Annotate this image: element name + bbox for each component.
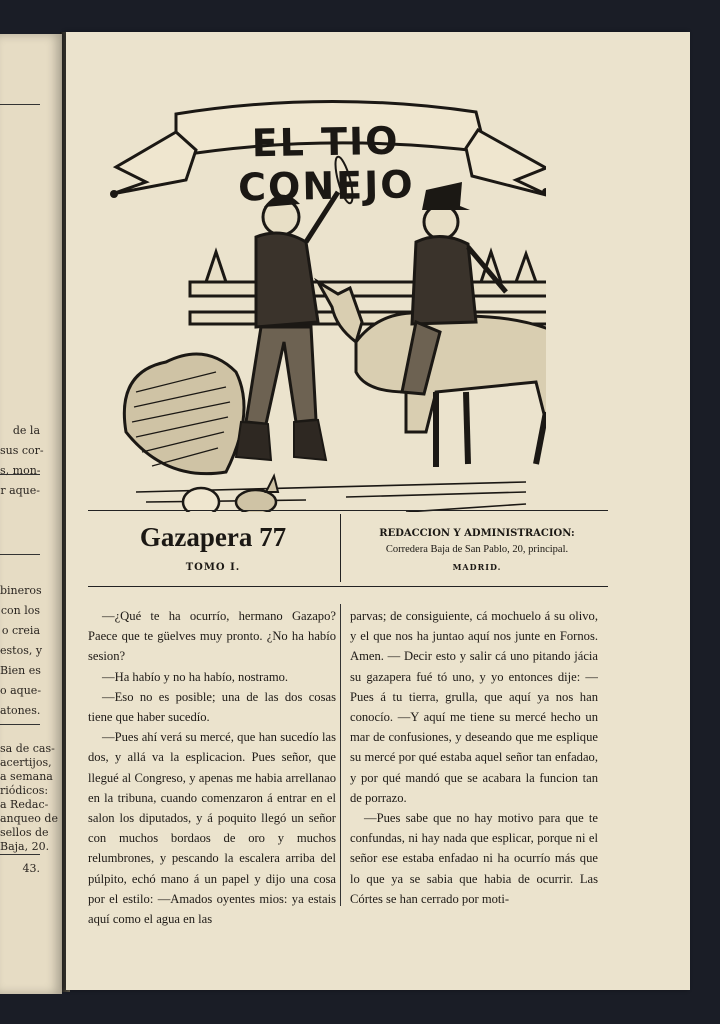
left-page-line: acertijos, bbox=[0, 756, 52, 769]
article-column-right bbox=[350, 606, 598, 976]
left-page-line: a Redac- bbox=[0, 798, 49, 811]
left-page-line: atones. bbox=[0, 704, 41, 717]
left-page-line: sellos de bbox=[0, 826, 49, 839]
paragraph: —Ha habío y no ha habío, nostramo. bbox=[102, 669, 289, 684]
paragraph: —Pues sabe que no hay motivo para que te confundas, ni hay nada que esplicar, porque ni el señor ese estaba enfadao ni ha ocurrío más que lo que ya se sabia que habia de ocurrir. Las Córtes se han cerrado por moti- bbox=[350, 811, 598, 906]
left-page-line: con los bbox=[0, 604, 40, 617]
left-page-line: estos, y bbox=[0, 644, 43, 657]
volume-label: TOMO I. bbox=[185, 562, 241, 573]
left-page-line: 43. bbox=[22, 862, 40, 875]
left-page-line: Bien es bbox=[0, 664, 41, 677]
admin-heading: REDACCION Y ADMINISTRACION: bbox=[379, 528, 575, 539]
paragraph: parvas; de consiguiente, cá mochuelo á su olivo, y el que nos ha juntao aquí nos junte en Fornos. Amen. — Decir esto y salir cá uno pitando jácia su gazapera fué tó uno, y yo entonces dije: —Pues á tu tierra, grulla, que aquí ya nos han conocío. —Y aquí me tiene su mercé hecho un mar de confusiones, y deseando que me esplique su mercé por qué estaba aquel señor tan enfadao, y por qué mandó que se acabara la funcion tan de porrazo. bbox=[350, 609, 598, 805]
left-page-line: Baja, 20. bbox=[0, 840, 50, 853]
column-rule bbox=[340, 604, 341, 906]
left-page-line: a semana bbox=[0, 770, 53, 783]
left-page-rule bbox=[0, 554, 40, 555]
left-page-line: sa de cas- bbox=[0, 742, 55, 755]
header-top-rule bbox=[88, 510, 608, 511]
paragraph: —Pues ahí verá su mercé, que han sucedío las dos, y allá va la esplicacion. Pues señor, que llegué al Congreso, y apenas me habia arrellanao en la tribuna, cuando comenzaron á entrar en el salon los diputados, y á poquito llegó un señor con muchos bordaos de oro y muchos relumbrones, y pescando la escalera arriba del púlpito, echó mano á un papel y dijo una cosa por el estilo: —Amados oyentes mios: ya estais aquí como el agua en las bbox=[88, 730, 336, 927]
left-page-rule bbox=[0, 104, 40, 105]
newspaper-page bbox=[66, 32, 690, 990]
left-page-line: bineros bbox=[0, 584, 42, 597]
header-bottom-rule bbox=[88, 586, 608, 587]
left-facing-page bbox=[0, 34, 62, 994]
masthead-illustration bbox=[106, 72, 546, 512]
paragraph: —¿Qué te ha ocurrío, hermano Gazapo? Paece que te güelves muy pronto. ¿No ha habío sesion? bbox=[88, 609, 336, 664]
left-page-line: r aque- bbox=[0, 484, 40, 497]
left-page-line: anqueo de bbox=[0, 812, 58, 825]
admin-city: MADRID. bbox=[452, 562, 502, 572]
admin-address: Corredera Baja de San Pablo, 20, principal. bbox=[385, 544, 569, 555]
left-page-line: sus cor- bbox=[0, 444, 44, 457]
issue-title: Gazapera 77 bbox=[139, 522, 287, 552]
header-divider bbox=[340, 514, 341, 582]
left-page-line: de la bbox=[12, 424, 40, 437]
left-page-line: o aque- bbox=[0, 684, 42, 697]
paragraph: —Eso no es posible; una de las dos cosas tiene que haber sucedío. bbox=[88, 689, 336, 725]
left-page-line: riódicos: bbox=[0, 784, 49, 797]
article-column-left bbox=[88, 606, 336, 976]
left-page-line: s, mon- bbox=[0, 464, 41, 477]
left-page-rule bbox=[0, 724, 40, 725]
left-page-rule bbox=[0, 854, 40, 855]
left-page-line: o creia bbox=[1, 624, 40, 637]
masthead-title: EL TIO CONEJO bbox=[237, 118, 415, 210]
